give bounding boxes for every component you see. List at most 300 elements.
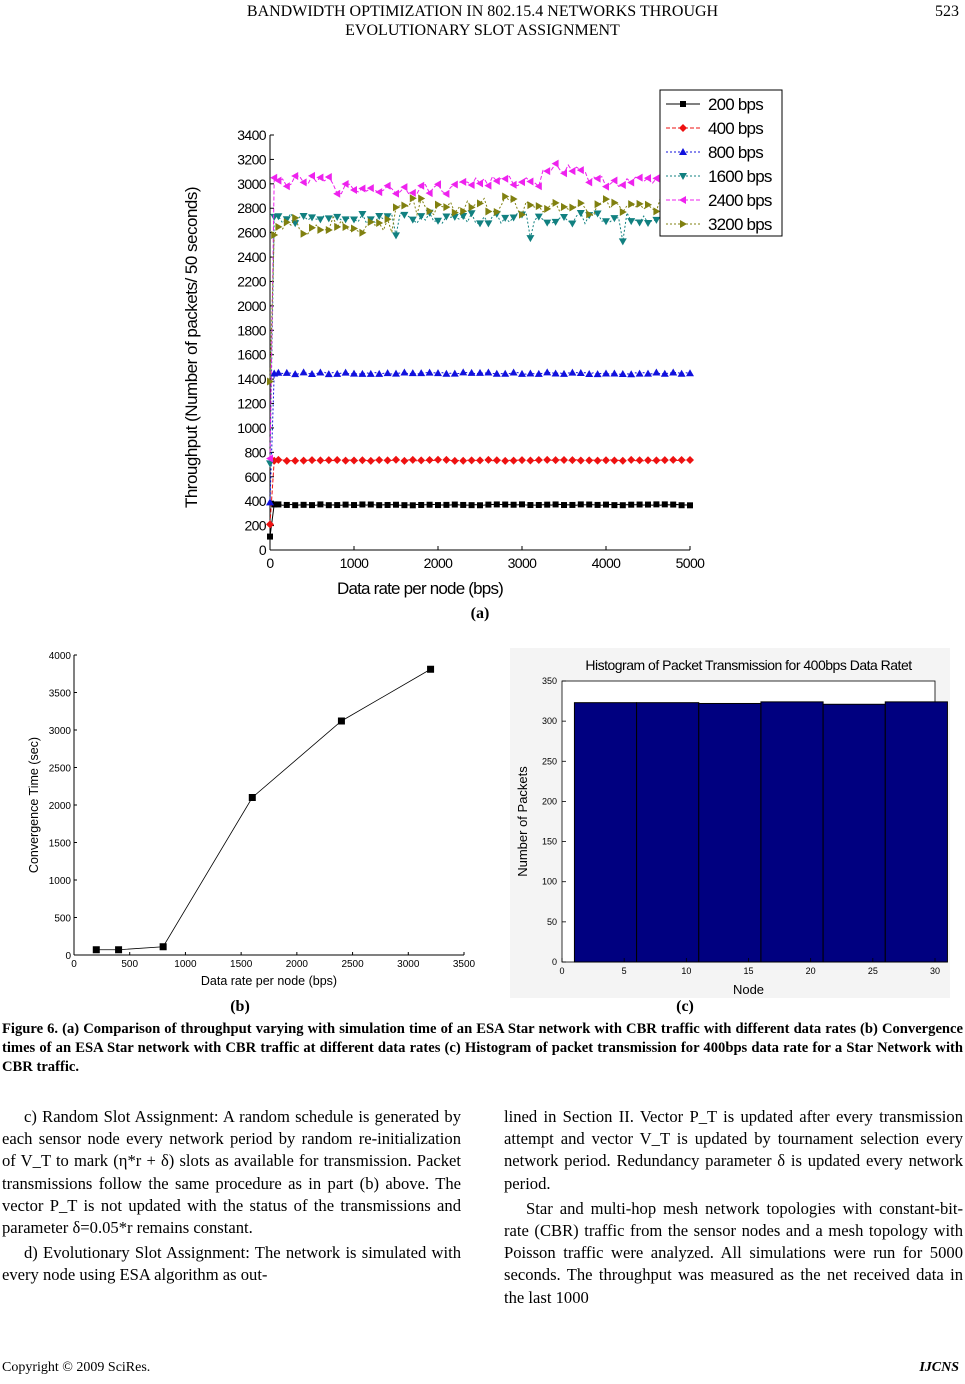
data-point: [392, 190, 399, 198]
data-point: [434, 456, 442, 464]
data-point: [325, 173, 332, 181]
data-point: [283, 457, 291, 465]
data-point: [338, 718, 345, 725]
data-point: [653, 501, 659, 507]
data-point: [544, 205, 551, 213]
data-point: [577, 166, 584, 174]
data-point: [249, 794, 256, 801]
histogram-bar: [574, 703, 636, 962]
data-point: [468, 210, 476, 217]
data-point: [350, 186, 357, 194]
histogram-bar: [823, 704, 885, 962]
data-point: [627, 218, 635, 225]
x-tick-label: 25: [867, 966, 878, 976]
paragraph: Star and multi-hop mesh network topologies with constant-bit-rate (CBR) traffic from the sensor nodes and a mesh topology with Poisson traffic were analyzed. All simulations were run for 5000 seconds. The throughput was measured as the net received data in the last 1000: [504, 1198, 963, 1307]
data-point: [578, 199, 585, 207]
data-point: [375, 370, 383, 377]
data-point: [669, 456, 677, 464]
data-point: [359, 501, 365, 507]
x-tick-label: 20: [805, 966, 816, 976]
y-tick-label: 0: [65, 951, 71, 962]
data-point: [484, 220, 492, 227]
series-line: [270, 460, 690, 525]
data-point: [485, 502, 491, 508]
data-point: [679, 502, 685, 508]
data-point: [560, 169, 567, 177]
x-tick-label: 3000: [507, 555, 537, 571]
y-tick-label: 0: [551, 957, 557, 967]
histogram-bar: [885, 702, 947, 962]
figure-b-label: (b): [230, 998, 250, 1015]
data-point: [409, 456, 417, 464]
data-point: [552, 456, 560, 464]
data-point: [560, 456, 568, 464]
data-point: [275, 501, 281, 507]
data-point: [611, 199, 618, 207]
data-point: [603, 502, 609, 508]
data-point: [266, 520, 274, 528]
data-point: [469, 502, 475, 508]
chart-title: Histogram of Packet Transmission for 400bps Data Ratet: [585, 657, 912, 673]
y-tick-label: 0: [258, 542, 266, 558]
data-point: [610, 215, 618, 222]
data-point: [485, 208, 492, 216]
y-tick-label: 2600: [237, 224, 266, 241]
data-point: [351, 225, 358, 233]
series-line: [96, 669, 430, 950]
data-point: [484, 368, 492, 375]
data-point: [477, 502, 483, 508]
y-tick-label: 400: [244, 493, 266, 510]
data-point: [595, 200, 602, 208]
legend-label: 800 bps: [708, 143, 763, 162]
y-tick-label: 800: [244, 444, 266, 461]
data-point: [610, 369, 618, 376]
data-point: [426, 369, 434, 376]
legend-label: 3200 bps: [708, 215, 772, 234]
data-point: [367, 184, 374, 192]
data-point: [284, 502, 290, 508]
x-axis-label: Node: [732, 982, 765, 997]
data-point: [326, 502, 332, 508]
data-point: [452, 502, 458, 508]
data-point: [434, 180, 441, 188]
data-point: [518, 456, 526, 464]
data-point: [511, 502, 517, 508]
data-point: [518, 370, 526, 377]
x-tick-label: 4000: [591, 555, 621, 571]
data-point: [602, 183, 609, 191]
y-tick-label: 3200: [237, 151, 266, 168]
data-point: [476, 220, 484, 227]
y-tick-label: 3400: [237, 127, 266, 143]
data-point: [670, 502, 676, 508]
data-point: [536, 202, 543, 210]
data-point: [645, 502, 651, 508]
data-point: [393, 203, 400, 211]
data-point: [595, 502, 601, 508]
data-point: [543, 167, 550, 175]
data-point: [358, 211, 366, 218]
data-point: [451, 457, 459, 465]
data-point: [652, 369, 660, 376]
x-tick-label: 10: [681, 966, 692, 976]
data-point: [484, 456, 492, 464]
y-tick-label: 2000: [237, 297, 266, 314]
histogram-bar: [761, 702, 823, 962]
data-point: [510, 368, 518, 375]
y-tick-label: 250: [541, 756, 557, 767]
x-tick-label: 2000: [423, 555, 453, 571]
data-point: [334, 223, 341, 231]
data-point: [442, 214, 450, 221]
y-tick-label: 500: [54, 913, 71, 925]
data-point: [300, 368, 308, 375]
data-point: [358, 456, 366, 464]
y-tick-label: 1600: [237, 346, 266, 363]
data-point: [409, 369, 417, 376]
x-tick-label: 1000: [174, 959, 197, 970]
data-point: [585, 456, 593, 464]
data-point: [661, 456, 669, 464]
data-point: [417, 456, 425, 464]
data-point: [333, 190, 340, 198]
y-tick-label: 150: [541, 836, 557, 847]
data-point: [350, 217, 358, 224]
figure-c-label: (c): [676, 998, 694, 1015]
data-point: [619, 457, 627, 465]
data-point: [309, 502, 315, 508]
data-point: [526, 235, 534, 242]
data-point: [308, 214, 316, 221]
data-point: [484, 182, 491, 190]
data-point: [418, 195, 425, 203]
header-title-line1: BANDWIDTH OPTIMIZATION IN 802.15.4 NETWORKS THROUGH: [246, 3, 719, 20]
data-point: [384, 369, 392, 376]
data-point: [468, 181, 475, 189]
data-point: [536, 502, 542, 508]
data-point: [459, 178, 466, 186]
x-tick-label: 15: [743, 966, 754, 976]
y-tick-label: 3500: [48, 688, 71, 700]
data-point: [309, 224, 316, 232]
data-point: [301, 230, 308, 238]
x-tick-label: 0: [266, 555, 274, 571]
data-point: [291, 172, 298, 180]
data-point: [610, 457, 618, 465]
x-tick-label: 1000: [339, 555, 369, 571]
y-tick-label: 600: [244, 468, 266, 485]
data-point: [267, 534, 273, 540]
data-point: [620, 502, 626, 508]
data-point: [343, 223, 350, 231]
data-point: [494, 501, 500, 507]
paragraph: d) Evolutionary Slot Assignment: The network is simulated with every node using ESA algorithm as out-: [2, 1243, 461, 1285]
data-point: [93, 946, 100, 953]
data-point: [400, 368, 408, 375]
data-point: [283, 369, 291, 376]
data-point: [501, 175, 508, 183]
x-tick-label: 1500: [230, 959, 253, 970]
data-point: [400, 212, 408, 219]
data-point: [342, 369, 350, 376]
data-point: [375, 213, 383, 220]
y-tick-label: 1000: [237, 419, 266, 436]
data-point: [316, 174, 323, 182]
legend-label: 2400 bps: [708, 191, 772, 210]
data-point: [417, 369, 425, 376]
data-point: [316, 368, 324, 375]
data-point: [300, 178, 307, 186]
data-point: [636, 456, 644, 464]
data-point: [350, 457, 358, 465]
data-point: [435, 201, 442, 209]
y-tick-label: 1800: [237, 322, 266, 339]
data-point: [637, 200, 644, 208]
data-point: [316, 216, 324, 223]
data-point: [468, 369, 476, 376]
data-point: [342, 457, 350, 465]
data-point: [417, 182, 424, 190]
x-tick-label: 30: [929, 966, 941, 976]
x-tick-label: 2000: [285, 959, 308, 970]
data-point: [400, 457, 408, 465]
data-point: [410, 502, 416, 508]
y-tick-label: 3000: [48, 726, 71, 737]
data-point: [271, 231, 278, 239]
data-point: [308, 172, 315, 180]
data-point: [619, 238, 627, 245]
y-axis-label: Number of Packets: [515, 766, 530, 877]
y-tick-label: 2200: [237, 273, 266, 290]
data-point: [519, 501, 525, 507]
data-point: [553, 199, 560, 207]
data-point: [644, 370, 652, 377]
y-tick-label: 2400: [237, 249, 266, 266]
legend-marker: [680, 101, 686, 107]
legend-label: 400 bps: [708, 119, 763, 138]
data-point: [568, 220, 576, 227]
data-point: [510, 457, 518, 465]
y-tick-label: 100: [541, 876, 557, 887]
y-tick-label: 3000: [237, 175, 266, 192]
data-point: [602, 218, 610, 225]
data-point: [115, 946, 122, 953]
x-tick-label: 5000: [675, 555, 705, 571]
data-point: [543, 456, 551, 464]
data-point: [636, 370, 644, 377]
data-point: [594, 457, 602, 465]
data-point: [636, 220, 644, 227]
data-point: [502, 502, 508, 508]
data-point: [384, 456, 392, 464]
data-point: [568, 369, 576, 376]
paragraph: lined in Section II. Vector P_T is updated after every transmission attempt and vector V_T is updated by tournament selection every network period. Redundancy parameter δ is updated every network period.: [504, 1107, 963, 1193]
series-line: [270, 213, 690, 464]
data-point: [586, 502, 592, 508]
y-axis-label: Throughput (Number of packets/ 50 seconds): [182, 186, 201, 509]
data-point: [603, 195, 610, 203]
series-line: [270, 164, 690, 459]
data-point: [627, 456, 635, 464]
histogram-bar: [699, 703, 761, 962]
data-point: [628, 200, 635, 208]
data-point: [637, 502, 643, 508]
data-point: [578, 501, 584, 507]
right-column: [504, 1106, 963, 1312]
data-point: [459, 457, 467, 465]
data-point: [669, 369, 677, 376]
data-point: [644, 220, 652, 227]
data-point: [427, 502, 433, 508]
data-point: [417, 213, 425, 220]
left-column: [2, 1106, 461, 1290]
running-header: [150, 2, 815, 40]
data-point: [343, 502, 349, 508]
data-point: [334, 502, 340, 508]
y-axis-label: Convergence Time (sec): [27, 736, 41, 874]
copyright-notice: Copyright © 2009 SciRes.: [2, 1360, 151, 1375]
data-point: [375, 456, 383, 464]
data-point: [619, 181, 626, 189]
data-point: [442, 456, 450, 464]
data-point: [577, 369, 585, 376]
data-point: [435, 502, 441, 508]
data-point: [686, 456, 694, 464]
data-point: [358, 184, 365, 192]
data-point: [526, 369, 534, 376]
y-tick-label: 350: [541, 676, 557, 686]
data-point: [611, 502, 617, 508]
data-point: [350, 370, 358, 377]
data-point: [401, 201, 408, 209]
data-point: [367, 457, 375, 465]
y-tick-label: 2800: [237, 200, 266, 217]
y-tick-label: 300: [541, 716, 557, 727]
data-point: [325, 370, 333, 377]
data-point: [442, 370, 450, 377]
data-point: [569, 502, 575, 508]
data-point: [527, 201, 534, 209]
data-point: [316, 456, 324, 464]
x-tick-label: 3500: [452, 959, 476, 970]
data-point: [561, 502, 567, 508]
y-tick-label: 2500: [48, 763, 71, 775]
data-point: [620, 208, 627, 216]
data-point: [385, 502, 391, 508]
data-point: [468, 456, 476, 464]
convergence-time-chart: [20, 640, 490, 995]
data-point: [568, 456, 576, 464]
data-point: [493, 456, 501, 464]
data-point: [477, 199, 484, 207]
data-point: [535, 214, 543, 221]
data-point: [409, 217, 417, 224]
data-point: [602, 456, 610, 464]
data-point: [342, 180, 349, 188]
legend-label: 1600 bps: [708, 167, 772, 186]
x-tick-label: 3000: [397, 959, 420, 970]
data-point: [392, 456, 400, 464]
data-point: [393, 502, 399, 508]
data-point: [544, 502, 550, 508]
x-tick-label: 0: [559, 966, 565, 976]
data-point: [418, 502, 424, 508]
data-point: [602, 369, 610, 376]
data-point: [292, 502, 298, 508]
data-point: [527, 502, 533, 508]
data-point: [427, 666, 434, 673]
page-number: 523: [935, 3, 959, 20]
data-point: [317, 501, 323, 507]
y-tick-label: 1200: [237, 395, 266, 412]
data-point: [426, 456, 434, 464]
y-tick-label: 1500: [48, 838, 71, 850]
data-point: [308, 456, 316, 464]
data-point: [476, 179, 483, 187]
data-point: [687, 502, 693, 508]
data-point: [568, 167, 575, 175]
data-point: [652, 174, 659, 182]
data-point: [275, 223, 282, 231]
data-point: [351, 502, 357, 508]
data-point: [652, 217, 660, 224]
data-point: [577, 210, 585, 217]
x-tick-label: 2500: [341, 959, 364, 970]
legend-label: 200 bps: [708, 95, 763, 114]
y-tick-label: 200: [244, 517, 266, 534]
x-tick-label: 5: [621, 966, 627, 976]
data-point: [460, 502, 466, 508]
data-point: [301, 502, 307, 508]
y-tick-label: 200: [541, 796, 557, 807]
data-point: [426, 189, 433, 197]
x-axis-label: Data rate per node (bps): [200, 974, 338, 988]
x-axis-label: Data rate per node (bps): [336, 579, 504, 598]
data-point: [401, 502, 407, 508]
data-point: [535, 456, 543, 464]
data-point: [552, 160, 559, 168]
data-point: [459, 368, 467, 375]
data-point: [300, 457, 308, 465]
data-point: [160, 943, 167, 950]
data-point: [333, 456, 341, 464]
y-tick-label: 2000: [48, 801, 71, 812]
y-tick-label: 50: [546, 916, 557, 927]
data-point: [501, 457, 509, 465]
data-point: [585, 178, 592, 186]
throughput-chart: [170, 85, 800, 605]
data-point: [442, 190, 449, 198]
data-point: [375, 188, 382, 196]
data-point: [451, 181, 458, 189]
data-point: [510, 181, 517, 189]
data-point: [636, 174, 643, 182]
header-title-line2: EVOLUTIONARY SLOT ASSIGNMENT: [345, 22, 620, 39]
data-point: [569, 204, 576, 212]
data-point: [594, 175, 601, 183]
data-point: [561, 203, 568, 211]
data-point: [283, 182, 290, 190]
data-point: [325, 456, 333, 464]
data-point: [511, 195, 518, 203]
data-point: [359, 229, 366, 237]
y-tick-label: 4000: [48, 651, 71, 662]
y-tick-label: 1000: [48, 876, 71, 887]
data-point: [526, 456, 534, 464]
data-point: [291, 457, 299, 465]
series-line: [270, 504, 690, 536]
